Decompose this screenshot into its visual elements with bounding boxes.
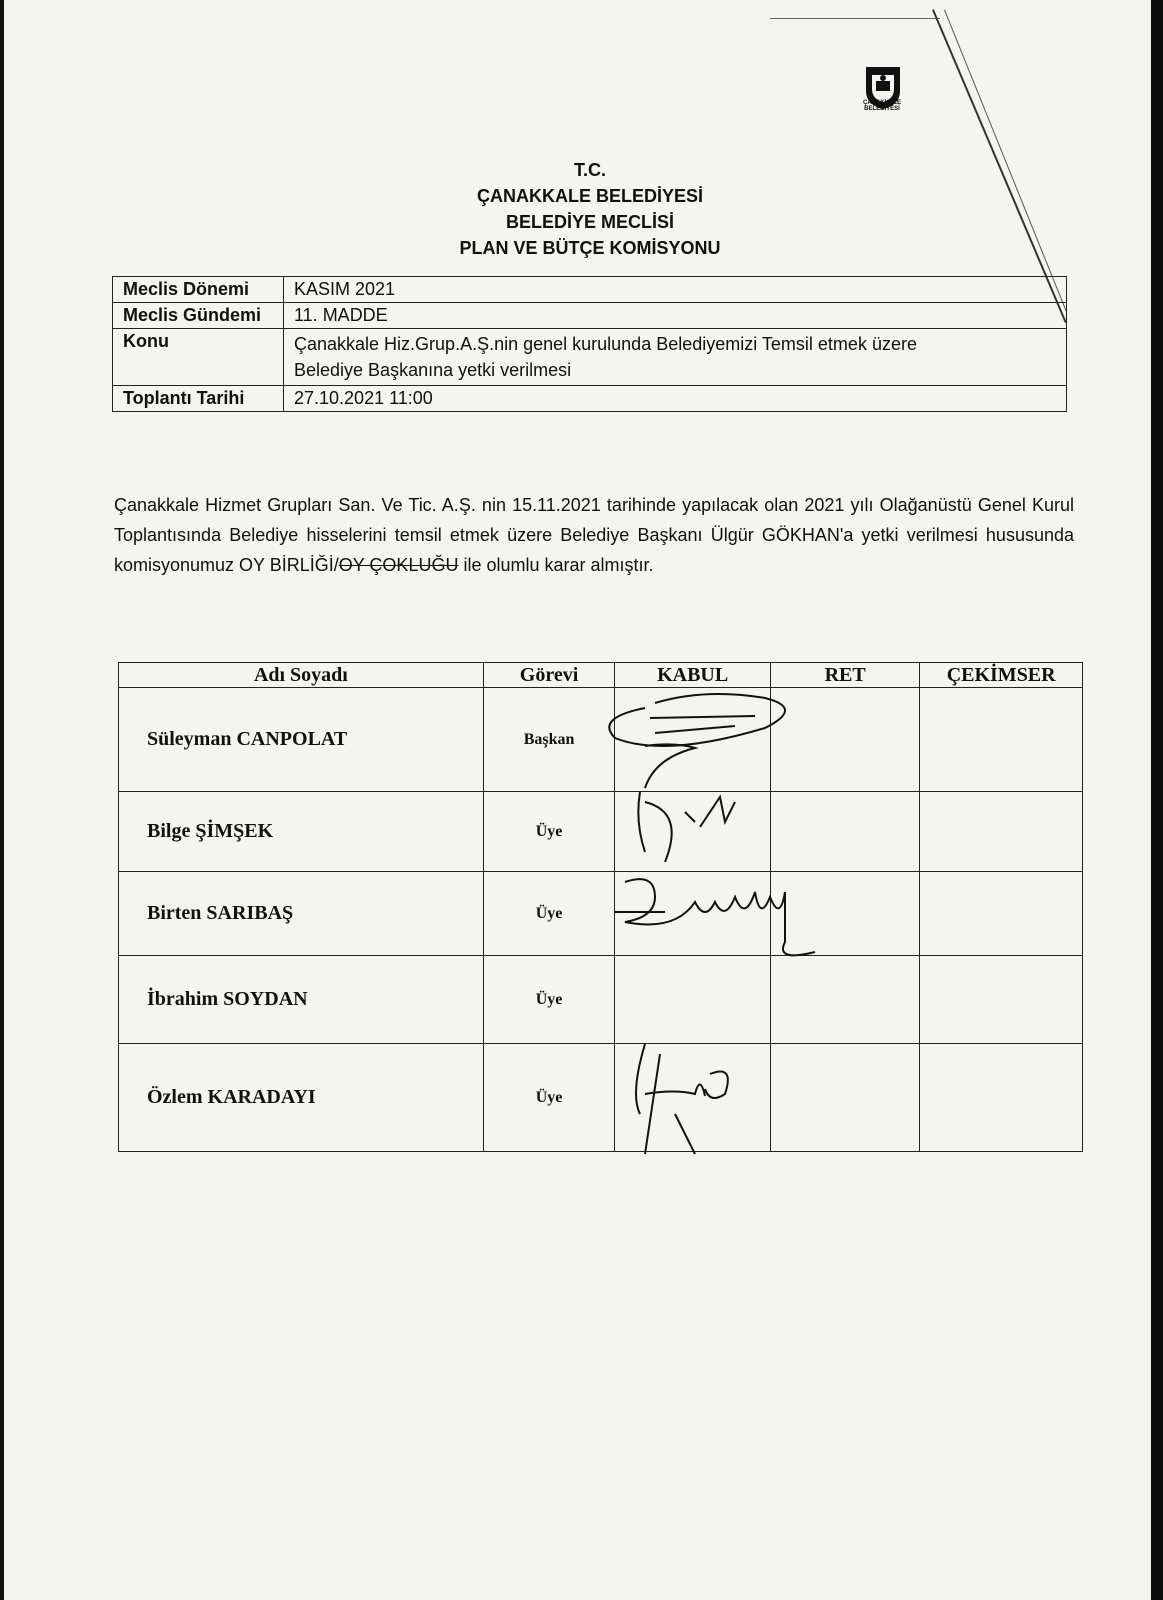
decision-text: Çanakkale Hizmet Grupları San. Ve Tic. A.Ş. nin 15.11.2021 tarihinde yapılacak olan 2021 yılı Olağanüstü Genel Kurul Toplantısında Belediye hisselerini temsil etmek üzere Belediye Başkanı Ülgür GÖKHAN'a yetki verilmesi hususunda komisyonumuz OY BİRLİĞİ/: [114, 495, 1074, 575]
tarih-value: 27.10.2021 11:00: [284, 386, 1067, 412]
kabul-cell: [615, 792, 771, 872]
info-row-tarih: [113, 386, 1067, 412]
member-name: Süleyman CANPOLAT: [119, 688, 484, 792]
gundem-value: 11. MADDE: [284, 303, 1067, 329]
meeting-info-table: [112, 276, 1067, 412]
header-kabul: KABUL: [615, 663, 771, 688]
scan-fold-line-2: [944, 10, 1067, 312]
konu-line-2: Belediye Başkanına yetki verilmesi: [294, 360, 572, 380]
table-row: [119, 1044, 1083, 1152]
scan-edge-left: [0, 0, 4, 1600]
header-cekimser: ÇEKİMSER: [920, 663, 1083, 688]
konu-value: [284, 329, 1067, 386]
logo-caption: ÇANAKKALE BELEDİYESİ: [863, 100, 901, 112]
konu-line-1: Çanakkale Hiz.Grup.A.Ş.nin genel kurulunda Belediyemizi Temsil etmek üzere: [294, 334, 917, 354]
tarih-label: Toplantı Tarihi: [113, 386, 284, 412]
decision-text-end: ile olumlu karar almıştır.: [458, 555, 654, 575]
cekimser-cell: [920, 688, 1083, 792]
header-role: Görevi: [483, 663, 614, 688]
member-name: Özlem KARADAYI: [119, 1044, 484, 1152]
header-line-tc: T.C.: [573, 160, 606, 180]
info-row-gundem: [113, 303, 1067, 329]
decision-paragraph: [114, 490, 1074, 580]
donem-label: Meclis Dönemi: [113, 277, 284, 303]
donem-value: KASIM 2021: [284, 277, 1067, 303]
member-role: Üye: [483, 872, 614, 956]
member-name: Bilge ŞİMŞEK: [119, 792, 484, 872]
cekimser-cell: [920, 792, 1083, 872]
member-name: Birten SARIBAŞ: [119, 872, 484, 956]
kabul-cell: [615, 872, 771, 956]
header-name: Adı Soyadı: [119, 663, 484, 688]
header-ret: RET: [771, 663, 920, 688]
scan-edge-right: [1151, 0, 1163, 1600]
kabul-cell: [615, 956, 771, 1044]
table-row: [119, 688, 1083, 792]
gundem-label: Meclis Gündemi: [113, 303, 284, 329]
ret-cell: [771, 792, 920, 872]
member-name: İbrahim SOYDAN: [119, 956, 484, 1044]
member-role: Üye: [483, 1044, 614, 1152]
header-line-municipality: ÇANAKKALE BELEDİYESİ: [476, 186, 704, 206]
decision-struck-text: OY ÇOKLUĞU: [338, 555, 459, 575]
header-line-commission: PLAN VE BÜTÇE KOMİSYONU: [459, 238, 721, 258]
vote-table: [118, 662, 1083, 1152]
signature-canpolat: [585, 678, 805, 798]
konu-label: Konu: [113, 329, 284, 386]
table-row: [119, 872, 1083, 956]
header-line-council: BELEDİYE MECLİSİ: [505, 212, 675, 232]
signature-karadayi: [585, 1034, 785, 1164]
kabul-cell: [615, 688, 771, 792]
info-row-konu: [113, 329, 1067, 386]
kabul-cell: [615, 1044, 771, 1152]
ret-cell: [771, 1044, 920, 1152]
cekimser-cell: [920, 956, 1083, 1044]
info-row-donem: [113, 277, 1067, 303]
member-role: Başkan: [483, 688, 614, 792]
member-role: Üye: [483, 956, 614, 1044]
member-role: Üye: [483, 792, 614, 872]
cekimser-cell: [920, 1044, 1083, 1152]
cekimser-cell: [920, 872, 1083, 956]
scan-artifact-rule: [770, 18, 940, 19]
table-row: [119, 792, 1083, 872]
